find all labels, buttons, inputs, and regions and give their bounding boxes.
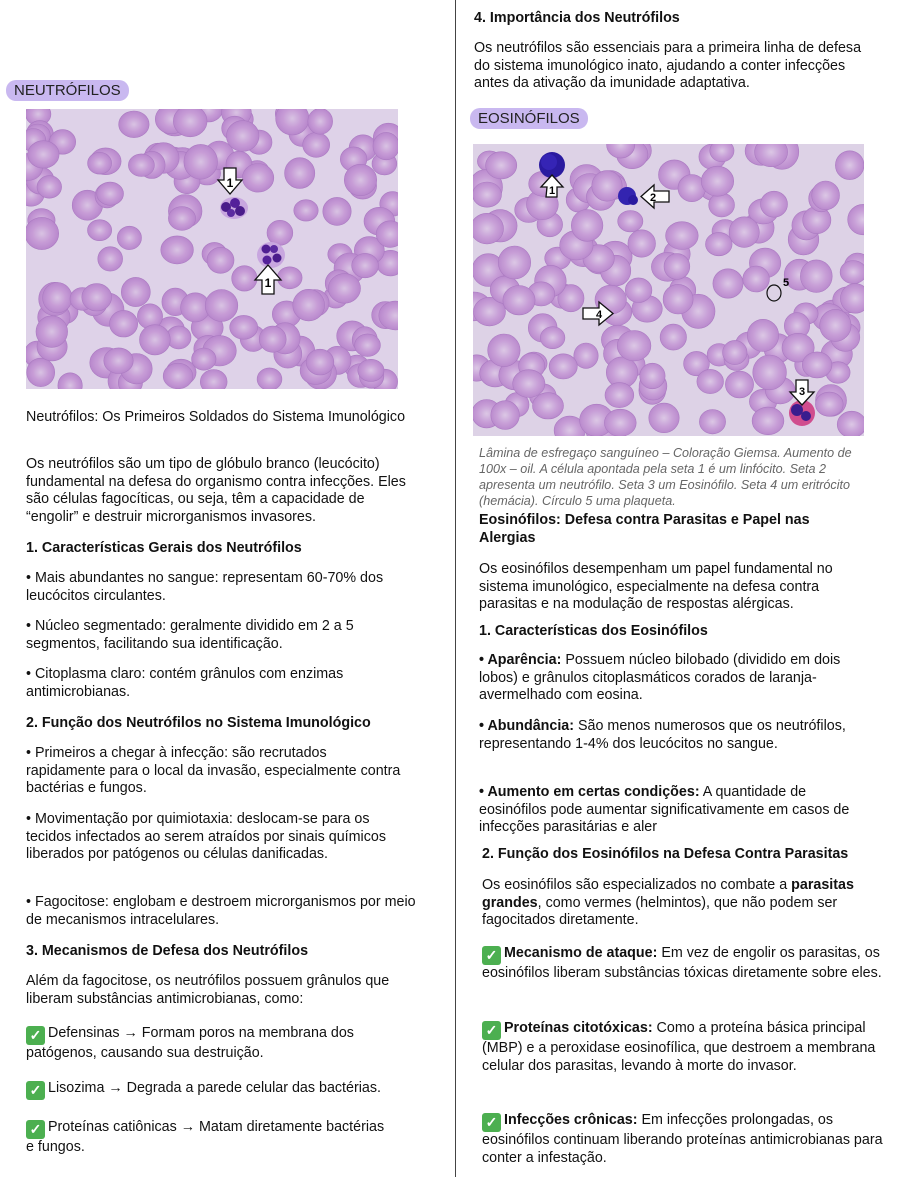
list-item: ✓ Mecanismo de ataque: Em vez de engolir os parasitas, os eosinófilos liberam substâncias tóxicas diretamente sobre eles.	[482, 945, 882, 981]
red-blood-cell	[473, 213, 504, 244]
red-blood-cell	[303, 133, 330, 158]
red-blood-cell	[491, 401, 520, 430]
red-blood-cell	[725, 371, 753, 398]
red-blood-cell	[640, 363, 665, 389]
red-blood-cell	[230, 315, 258, 339]
arrow-label: 2	[649, 192, 657, 204]
red-blood-cell	[605, 383, 634, 408]
red-blood-cell	[837, 411, 864, 436]
red-blood-cell	[259, 326, 286, 352]
red-blood-cell	[119, 111, 149, 138]
red-blood-cell	[706, 232, 733, 255]
list-item: ✓ Lisozima → Degrada a parede celular das bactérias.	[26, 1080, 426, 1100]
red-blood-cell	[36, 316, 68, 348]
neutrophil-cell-upper	[220, 197, 248, 219]
red-blood-cell	[344, 164, 376, 195]
neutrofilos-badge: NEUTRÓFILOS	[6, 80, 129, 101]
column-divider	[455, 0, 456, 1177]
red-blood-cell	[257, 368, 282, 389]
section-heading: 4. Importância dos Neutrófilos	[474, 10, 680, 26]
red-blood-cell	[232, 266, 257, 291]
red-blood-cell	[592, 171, 622, 202]
neutrofilos-title: Neutrófilos: Os Primeiros Soldados do Sistema Imunológico	[26, 409, 406, 425]
red-blood-cell	[161, 236, 194, 264]
red-blood-cell	[267, 220, 293, 245]
red-blood-cell	[604, 409, 636, 436]
red-blood-cell	[664, 254, 690, 280]
red-blood-cell	[663, 284, 693, 314]
red-blood-cell	[747, 319, 778, 351]
arrow-label: 3	[798, 386, 806, 398]
red-blood-cell	[110, 310, 138, 337]
checkmark-icon: ✓	[482, 1021, 501, 1040]
neutrofilos-intro: Os neutrófilos são um tipo de glóbulo branco (leucócito) fundamental na defesa do organismo contra infecções. Eles são células fagocíticas, ou seja, têm a capacidade de “engolir” e destruir microrganismos invasores.	[26, 456, 406, 525]
checkmark-icon: ✓	[482, 1113, 501, 1132]
red-blood-cell	[26, 217, 59, 249]
list-item: • Mais abundantes no sangue: representam 60-70% dos leucócitos circulantes.	[26, 570, 384, 604]
red-blood-cell	[184, 144, 218, 179]
checkmark-icon: ✓	[26, 1120, 45, 1139]
red-blood-cell	[88, 220, 112, 241]
list-item: ✓ Infecções crônicas: Em infecções prolongadas, os eosinófilos continuam liberando proteínas antimicrobianas para conter a infestação.	[482, 1112, 883, 1166]
red-blood-cell	[752, 407, 784, 435]
eosinofilos-title: Eosinófilos: Defesa contra Parasitas e Papel nas Alergias	[479, 512, 810, 546]
red-blood-cell	[308, 109, 333, 134]
neutrophil-cell-lower	[257, 242, 285, 268]
section-heading: 1. Características dos Eosinófilos	[479, 623, 708, 639]
red-blood-cell	[352, 253, 379, 277]
section-intro: Os eosinófilos são especializados no combate a parasitas grandes, como vermes (helmintos), que não podem ser fagocitados diretamente.	[482, 877, 854, 928]
list-item: ✓ Proteínas citotóxicas: Como a proteína básica principal (MBP) e a peroxidase eosinofílica, que destroem a membrana celular dos parasitas, levando à morte do invasor.	[482, 1020, 876, 1074]
red-blood-cell	[533, 393, 564, 419]
red-blood-cell	[27, 358, 55, 386]
arrow-label: 1	[264, 276, 272, 290]
red-blood-cell	[820, 309, 851, 341]
red-blood-cell	[503, 286, 535, 315]
red-blood-cell	[140, 325, 171, 355]
red-blood-cell	[697, 369, 724, 393]
red-blood-cell	[104, 348, 133, 374]
red-blood-cell	[486, 152, 517, 179]
red-blood-cell	[761, 191, 788, 217]
red-blood-cell	[226, 121, 259, 152]
circle-label: 5	[783, 277, 790, 289]
list-item: ✓ Proteínas catiônicas → Matam diretamente bactérias e fungos.	[26, 1119, 385, 1155]
red-blood-cell	[666, 222, 699, 250]
red-blood-cell	[800, 260, 832, 293]
arrow-label: 1	[226, 176, 234, 190]
red-blood-cell	[618, 211, 643, 232]
red-blood-cell	[163, 363, 193, 389]
red-blood-cell	[729, 217, 759, 248]
red-blood-cell	[173, 109, 207, 137]
neutrophil-micrograph	[26, 109, 398, 389]
section-heading: 2. Função dos Neutrófilos no Sistema Imunológico	[26, 715, 371, 731]
list-item: • Primeiros a chegar à infecção: são recrutados rapidamente para o local da invasão, especialmente contra bactérias e fungos.	[26, 745, 401, 796]
red-blood-cell	[802, 352, 832, 378]
red-blood-cell	[28, 141, 59, 168]
eosinofilos-badge: EOSINÓFILOS	[470, 108, 588, 129]
red-blood-cell	[294, 200, 318, 221]
red-blood-cell	[306, 349, 334, 375]
red-blood-cell	[97, 182, 124, 205]
red-blood-cell	[709, 193, 735, 217]
red-blood-cell	[128, 154, 154, 177]
red-blood-cell	[723, 340, 747, 364]
eosinofilos-intro: Os eosinófilos desempenham um papel fundamental no sistema imunológico, especialmente na defesa contra parasitas e na modulação de respostas alérgicas.	[479, 561, 833, 612]
red-blood-cell	[205, 290, 238, 322]
red-blood-cell	[293, 289, 325, 321]
red-blood-cell	[285, 158, 315, 189]
red-blood-cell	[812, 181, 840, 210]
list-item: • Citoplasma claro: contém grânulos com enzimas antimicrobianas.	[26, 666, 344, 700]
red-blood-cell	[840, 261, 864, 284]
red-blood-cell	[207, 247, 234, 273]
micrograph-caption: Lâmina de esfregaço sanguíneo – Coloração Giemsa. Aumento de 100x – oil. A célula apontada pela seta 1 é um linfócito. Seta 2 apresenta um neutrófilo. Seta 3 um Eosinófilo. Seta 4 um eritrócito (hemácia). Círculo 5 uma plaqueta.	[479, 446, 852, 508]
red-blood-cell	[713, 269, 743, 298]
red-blood-cell	[473, 182, 502, 207]
red-blood-cell	[815, 392, 843, 416]
red-blood-cell	[358, 359, 384, 381]
red-blood-cell	[192, 348, 216, 370]
checkmark-icon: ✓	[26, 1026, 45, 1045]
section-text: Os neutrófilos são essenciais para a primeira linha de defesa do sistema imunológico inato, ajudando a conter infecções antes da ativação da imunidade adaptativa.	[474, 40, 862, 91]
red-blood-cell	[540, 327, 565, 349]
red-blood-cell	[628, 230, 656, 257]
red-blood-cell	[753, 355, 787, 390]
section-heading: 3. Mecanismos de Defesa dos Neutrófilos	[26, 943, 309, 959]
red-blood-cell	[82, 284, 112, 311]
list-item: ✓ Defensinas → Formam poros na membrana dos patógenos, causando sua destruição.	[26, 1025, 354, 1061]
red-blood-cell	[277, 267, 302, 289]
red-blood-cell	[328, 274, 360, 304]
red-blood-cell	[121, 277, 150, 306]
list-item: • Núcleo segmentado: geralmente dividido em 2 a 5 segmentos, facilitando sua identificação.	[26, 618, 354, 652]
checkmark-icon: ✓	[26, 1081, 45, 1100]
section-intro: Além da fagocitose, os neutrófilos possuem grânulos que liberam substâncias antimicrobianas, como:	[26, 973, 390, 1007]
red-blood-cell	[835, 151, 864, 180]
list-item: • Aumento em certas condições: A quantidade de eosinófilos pode aumentar significativamente em casos de infecções parasitárias e aler	[479, 784, 850, 835]
eosinophil-micrograph	[473, 144, 864, 436]
arrow-label: 4	[595, 309, 603, 321]
red-blood-cell	[571, 210, 603, 242]
red-blood-cell	[323, 197, 351, 225]
red-blood-cell	[699, 410, 725, 434]
red-blood-cell	[355, 334, 381, 357]
list-item: • Fagocitose: englobam e destroem microrganismos por meio de mecanismos intracelulares.	[26, 894, 416, 928]
red-blood-cell	[701, 166, 733, 196]
red-blood-cell	[488, 334, 520, 367]
red-blood-cell	[549, 354, 577, 379]
red-blood-cell	[373, 132, 398, 159]
red-blood-cell	[625, 278, 652, 303]
red-blood-cell	[660, 324, 686, 350]
section-heading: 2. Função dos Eosinófilos na Defesa Contra Parasitas	[482, 846, 849, 862]
red-blood-cell	[513, 370, 545, 398]
red-blood-cell	[117, 226, 141, 249]
checkmark-icon: ✓	[482, 946, 501, 965]
list-item: • Aparência: Possuem núcleo bilobado (dividido em dois lobos) e grânulos citoplasmáticos corados de laranja-avermelhado com eosina.	[479, 652, 841, 703]
section-heading: 1. Características Gerais dos Neutrófilos	[26, 540, 302, 556]
red-blood-cell	[88, 152, 112, 174]
red-blood-cell	[168, 207, 195, 231]
red-blood-cell	[43, 283, 72, 313]
red-blood-cell	[743, 266, 770, 292]
arrow-label: 1	[548, 185, 556, 197]
red-blood-cell	[649, 403, 679, 433]
list-item: • Movimentação por quimiotaxia: deslocam-se para os tecidos infectados ao serem atraídos por sinais químicos liberados por patógenos ou células danificadas.	[26, 811, 386, 862]
list-item: • Abundância: São menos numerosos que os neutrófilos, representando 1-4% dos leucócitos no sangue.	[479, 718, 846, 752]
red-blood-cell	[98, 247, 123, 271]
red-blood-cell	[617, 331, 651, 361]
red-blood-cell	[242, 164, 273, 193]
red-blood-cell	[498, 246, 530, 279]
red-blood-cell	[37, 176, 62, 199]
